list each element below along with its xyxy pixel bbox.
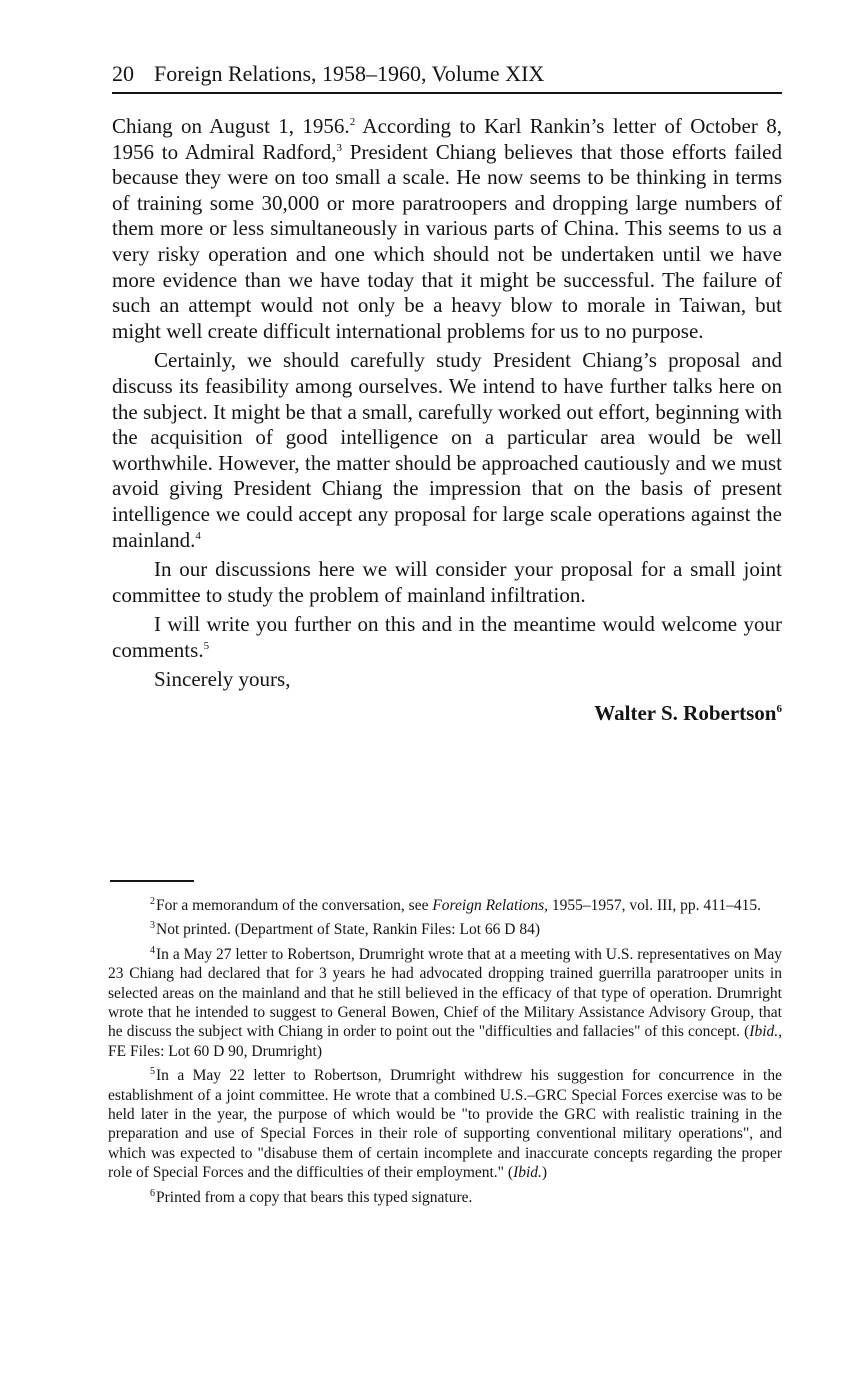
paragraph-1-text-b: According to Karl Rankin’s letter of October 8, 1956 to Admiral Radford, — [112, 114, 782, 164]
paragraph-1-text-a: Chiang on August 1, 1956. — [112, 114, 350, 138]
footnote-5-text-a: In a May 22 letter to Robertson, Drumright withdrew his suggestion for concurrence in the establishment of a joint committee. He wrote that a combined U.S.–GRC Special Forces exercise was to be held later in the year, the purpose of which would be "to provide the GRC with realistic training in the preparation and use of Special Forces in their role of supporting conventional military operations", and which was expected to "disabuse them of certain incomplete and inaccurate concepts regarding the proper role of Special Forces and the difficulties of their employment." ( — [108, 1067, 782, 1182]
footnote-4-number: 4 — [150, 944, 155, 956]
footnotes — [108, 896, 782, 1212]
signature — [112, 701, 782, 727]
footnote-ref-3: 3 — [336, 141, 343, 154]
paragraph-1-text-c: President Chiang believes that those efforts failed because they were on too small a scale. He now seems to be thinking in terms of training some 30,000 or more paratroopers and dropping large numbers of them more or less simultaneously in various parts of China. This seems to us a very risky operation and one which should not be undertaken until we have more evidence than we have today that it might be successful. The failure of such an attempt would not only be a heavy blow to morale in Taiwan, but might well create difficult international problems for us to no purpose. — [112, 139, 783, 343]
paragraph-4 — [112, 612, 782, 663]
footnote-4 — [108, 945, 782, 1061]
footnote-2-italic: Foreign Relations, — [432, 897, 549, 914]
paragraph-2 — [112, 348, 782, 553]
footnote-ref-4: 4 — [195, 529, 201, 542]
footnote-5 — [108, 1066, 782, 1182]
footnote-4-text-b: FE Files: Lot 60 D 90, Drumright) — [108, 1042, 322, 1060]
page-number: 20 — [112, 61, 134, 86]
footnote-2-number: 2 — [150, 896, 155, 907]
running-header — [112, 58, 782, 94]
footnote-4-text-a: In a May 27 letter to Robertson, Drumright wrote that at a meeting with U.S. representatives on May 23 Chiang had declared that for 3 years he had advocated dropping trained guerrilla paratrooper units in selected areas on the mainland and that he still believed in the efficacy of that type of operation. Drumright wrote that he intended to suggest to General Bowen, Chief of the Military Assistance Advisory Group, that he discuss the subject with Chiang in order to point out the "difficulties and fallacies" of this concept. ( — [108, 945, 782, 1041]
footnote-5-text-b: ) — [541, 1164, 548, 1182]
paragraph-4-text: I will write you further on this and in the meantime would welcome your comments. — [112, 612, 782, 662]
volume-title: Foreign Relations, 1958–1960, Volume XIX — [154, 61, 545, 86]
closing: Sincerely yours, — [154, 667, 291, 692]
signature-name: Walter S. Robertson — [594, 701, 777, 726]
letter-body — [112, 114, 782, 727]
footnote-2-text-b: 1955–1957, vol. III, pp. 411–415. — [548, 897, 761, 914]
paragraph-2-text: Certainly, we should carefully study President Chiang’s proposal and discuss its feasibility among ourselves. We intend to have further talks here on the subject. It might be that a small, carefully worked out effort, beginning with the acquisition of good intelligence on a particular area would be well worthwhile. However, the matter should be approached cautiously and we must avoid giving President Chiang the impression that on the basis of present intelligence we could accept any proposal for large scale operations against the mainland. — [112, 348, 782, 552]
paragraph-1 — [112, 114, 782, 344]
footnote-3 — [108, 920, 782, 939]
footnote-5-italic: Ibid. — [513, 1164, 542, 1182]
footnote-6-number: 6 — [150, 1187, 155, 1199]
footnote-2 — [108, 896, 782, 915]
footnote-3-text: Not printed. (Department of State, Rankin Files: Lot 66 D 84) — [156, 921, 540, 939]
paragraph-3: In our discussions here we will consider your proposal for a small joint committee to study the problem of mainland infiltration. — [112, 557, 782, 607]
footnote-6 — [108, 1188, 782, 1207]
footnote-4-italic: Ibid., — [749, 1023, 782, 1041]
footnote-ref-5: 5 — [203, 639, 210, 652]
footnote-2-text-a: For a memorandum of the conversation, see — [156, 897, 433, 914]
footnote-ref-2: 2 — [349, 116, 356, 128]
footnote-3-number: 3 — [150, 920, 155, 932]
footnote-6-text: Printed from a copy that bears this typed signature. — [156, 1188, 473, 1206]
footnote-5-number: 5 — [150, 1066, 155, 1078]
footnote-ref-6: 6 — [776, 703, 782, 716]
footnote-separator — [110, 880, 194, 882]
